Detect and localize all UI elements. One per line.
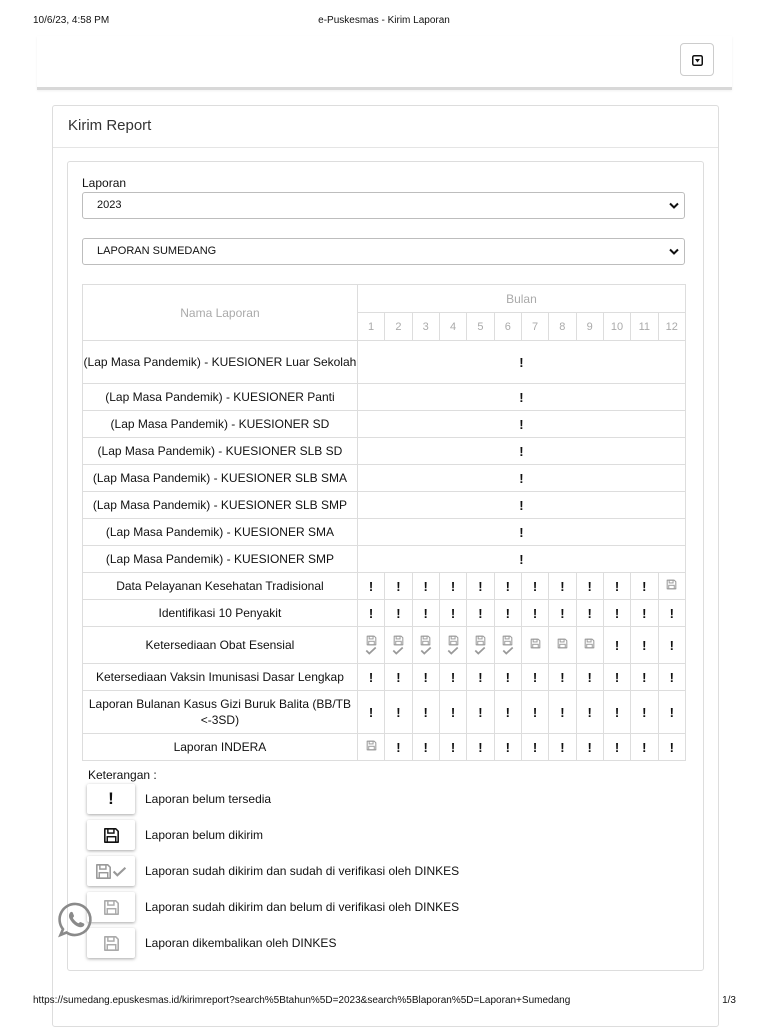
exclamation-icon: !: [532, 739, 538, 755]
exclamation-icon: !: [560, 704, 565, 720]
status-cell-month-9[interactable]: [576, 627, 603, 664]
exclamation-icon: !: [519, 416, 524, 432]
caret-down-square-icon: [692, 55, 703, 66]
table-row: [83, 573, 686, 600]
table-row: [83, 492, 686, 519]
status-cell-month-8[interactable]: [549, 600, 576, 627]
status-cell-month-3[interactable]: [412, 734, 439, 761]
status-cell-month-9[interactable]: [576, 573, 603, 600]
status-cell-month-8[interactable]: [549, 627, 576, 664]
floppy-disk-gray-icon: [366, 740, 377, 754]
report-status-table: [82, 284, 686, 761]
exclamation-icon: !: [669, 669, 674, 685]
status-cell-month-3[interactable]: [412, 664, 439, 691]
month-header-1: 1: [357, 313, 384, 341]
whatsapp-chat-button[interactable]: [57, 901, 95, 939]
exclamation-icon: !: [560, 578, 565, 594]
year-select-value: 2023: [97, 199, 122, 211]
status-cell-month-8[interactable]: [549, 691, 576, 734]
status-cell-month-10[interactable]: [603, 627, 630, 664]
status-cell-month-3[interactable]: [412, 627, 439, 664]
status-cell-all-months[interactable]: [357, 438, 685, 465]
exclamation-icon: !: [396, 578, 401, 594]
exclamation-icon: !: [642, 669, 647, 685]
legend-icon-box: [87, 784, 135, 814]
report-type-select-value: LAPORAN SUMEDANG: [97, 245, 217, 257]
table-row: [83, 691, 686, 734]
table-row: [83, 664, 686, 691]
exclamation-icon: !: [450, 704, 456, 720]
status-cell-month-4[interactable]: [439, 691, 466, 734]
exclamation-icon: !: [519, 524, 524, 540]
exclamation-icon: !: [669, 637, 674, 653]
exclamation-icon: !: [642, 739, 647, 755]
month-header-3: 3: [412, 313, 439, 341]
status-cell-month-9[interactable]: [576, 600, 603, 627]
top-navbar: [37, 36, 732, 90]
table-row: [83, 411, 686, 438]
table-row: [83, 546, 686, 573]
exclamation-icon: !: [614, 669, 620, 685]
exclamation-icon: !: [532, 669, 538, 685]
status-cell-month-12[interactable]: [658, 600, 686, 627]
status-cell-month-5[interactable]: [467, 734, 494, 761]
status-cell-month-10[interactable]: [603, 664, 630, 691]
status-cell-month-6[interactable]: [494, 691, 521, 734]
exclamation-icon: !: [642, 605, 647, 621]
status-cell-month-4[interactable]: [439, 600, 466, 627]
navbar-toggle-button[interactable]: [680, 43, 714, 76]
report-name: (Lap Masa Pandemik) - KUESIONER SMP: [83, 546, 358, 573]
status-cell-month-8[interactable]: [549, 734, 576, 761]
exclamation-icon: !: [532, 605, 538, 621]
table-row: [83, 627, 686, 664]
exclamation-icon: !: [368, 605, 374, 621]
status-cell-month-5[interactable]: [467, 573, 494, 600]
status-cell-month-5[interactable]: [467, 600, 494, 627]
status-cell-month-6[interactable]: [494, 664, 521, 691]
exclamation-icon: !: [505, 704, 510, 720]
exclamation-icon: !: [423, 578, 428, 594]
exclamation-icon: !: [614, 605, 620, 621]
status-cell-month-3[interactable]: [412, 600, 439, 627]
month-header-4: 4: [439, 313, 466, 341]
exclamation-icon: !: [450, 578, 456, 594]
exclamation-icon: !: [587, 605, 592, 621]
exclamation-icon: !: [478, 605, 483, 621]
report-name: Laporan INDERA: [83, 734, 358, 761]
laporan-label: Laporan: [82, 176, 127, 190]
print-url: https://sumedang.epuskesmas.id/kirimreport?search%5Btahun%5D=2023&search%5Blaporan%5D=Laporan+Sumedang: [33, 995, 571, 1006]
status-cell-all-months[interactable]: [357, 519, 685, 546]
exclamation-icon: !: [108, 789, 114, 808]
year-select[interactable]: [82, 192, 685, 219]
legend-text: Laporan dikembalikan oleh DINKES: [145, 936, 337, 950]
status-cell-month-12[interactable]: [658, 691, 686, 734]
status-cell-month-11[interactable]: [631, 691, 658, 734]
status-cell-all-months[interactable]: [357, 384, 685, 411]
status-cell-month-4[interactable]: [439, 734, 466, 761]
status-cell-month-6[interactable]: [494, 573, 521, 600]
card-divider: [53, 147, 718, 148]
card-title: Kirim Report: [68, 117, 152, 134]
status-cell-month-2[interactable]: [385, 600, 412, 627]
column-header-name: Nama Laporan: [83, 285, 358, 341]
report-name: (Lap Masa Pandemik) - KUESIONER SLB SMA: [83, 465, 358, 492]
floppy-check-icon: [385, 635, 411, 655]
floppy-check-icon: [358, 635, 384, 655]
table-row: [83, 465, 686, 492]
status-cell-month-4[interactable]: [439, 573, 466, 600]
status-cell-month-12[interactable]: [658, 627, 686, 664]
print-page-number: 1/3: [722, 995, 736, 1006]
status-cell-all-months[interactable]: [357, 492, 685, 519]
legend-text: Laporan belum tersedia: [145, 792, 272, 806]
status-cell-month-5[interactable]: [467, 691, 494, 734]
status-cell-month-6[interactable]: [494, 734, 521, 761]
exclamation-icon: !: [560, 669, 565, 685]
chevron-down-icon: [669, 201, 679, 210]
exclamation-icon: !: [478, 578, 483, 594]
status-cell-month-7[interactable]: [521, 600, 548, 627]
print-header: [0, 15, 768, 29]
status-cell-month-7[interactable]: [521, 627, 548, 664]
exclamation-icon: !: [450, 669, 456, 685]
month-header-10: 10: [603, 313, 630, 341]
status-cell-month-2[interactable]: [385, 627, 412, 664]
exclamation-icon: !: [519, 389, 524, 405]
report-name: Ketersediaan Obat Esensial: [83, 627, 358, 664]
exclamation-icon: !: [423, 605, 428, 621]
status-cell-month-2[interactable]: [385, 691, 412, 734]
month-header-9: 9: [576, 313, 603, 341]
status-cell-month-1[interactable]: [357, 627, 384, 664]
report-name: Identifikasi 10 Penyakit: [83, 600, 358, 627]
table-row: [83, 341, 686, 384]
report-name: Data Pelayanan Kesehatan Tradisional: [83, 573, 358, 600]
table-row: [83, 384, 686, 411]
status-cell-month-7[interactable]: [521, 573, 548, 600]
floppy-disk-gray-icon: [666, 579, 677, 593]
month-header-12: 12: [658, 313, 686, 341]
month-header-2: 2: [385, 313, 412, 341]
exclamation-icon: !: [396, 704, 401, 720]
status-cell-month-6[interactable]: [494, 600, 521, 627]
table-row: [83, 600, 686, 627]
report-name: (Lap Masa Pandemik) - KUESIONER Panti: [83, 384, 358, 411]
exclamation-icon: !: [423, 739, 428, 755]
exclamation-icon: !: [560, 605, 565, 621]
status-cell-month-7[interactable]: [521, 691, 548, 734]
status-cell-month-6[interactable]: [494, 627, 521, 664]
exclamation-icon: !: [396, 605, 401, 621]
month-header-11: 11: [631, 313, 658, 341]
status-cell-all-months[interactable]: [357, 341, 685, 384]
exclamation-icon: !: [614, 704, 620, 720]
exclamation-icon: !: [505, 669, 510, 685]
month-header-6: 6: [494, 313, 521, 341]
report-name: (Lap Masa Pandemik) - KUESIONER SMA: [83, 519, 358, 546]
status-cell-all-months[interactable]: [357, 411, 685, 438]
exclamation-icon: !: [642, 578, 647, 594]
exclamation-icon: !: [519, 551, 524, 567]
print-datetime: 10/6/23, 4:58 PM: [33, 15, 110, 26]
exclamation-icon: !: [587, 669, 592, 685]
floppy-disk-icon: [87, 820, 135, 850]
status-cell-month-9[interactable]: [576, 734, 603, 761]
exclamation-icon: !: [532, 578, 538, 594]
exclamation-icon: !: [368, 578, 374, 594]
exclamation-icon: !: [396, 739, 401, 755]
legend-icon-box: [87, 820, 135, 850]
status-cell-month-4[interactable]: [439, 664, 466, 691]
status-cell-month-12[interactable]: [658, 734, 686, 761]
legend-text: Laporan sudah dikirim dan sudah di verifikasi oleh DINKES: [145, 864, 460, 878]
floppy-disk-gray-icon: [530, 638, 541, 652]
status-cell-month-10[interactable]: [603, 734, 630, 761]
status-cell-month-5[interactable]: [467, 627, 494, 664]
report-name: (Lap Masa Pandemik) - KUESIONER SLB SD: [83, 438, 358, 465]
floppy-disk-gray-icon: [584, 638, 595, 652]
status-cell-month-2[interactable]: [385, 573, 412, 600]
status-cell-month-7[interactable]: [521, 664, 548, 691]
status-cell-month-9[interactable]: [576, 691, 603, 734]
status-cell-month-4[interactable]: [439, 627, 466, 664]
floppy-disk-gray-icon: [557, 638, 568, 652]
exclamation-icon: !: [642, 637, 647, 653]
exclamation-icon: !: [519, 443, 524, 459]
floppy-check-icon: [87, 856, 135, 886]
exclamation-icon: !: [669, 605, 674, 621]
floppy-check-icon: [467, 635, 493, 655]
chevron-down-icon: [669, 247, 679, 256]
status-cell-month-1[interactable]: [357, 600, 384, 627]
status-cell-month-2[interactable]: [385, 734, 412, 761]
exclamation-icon: !: [669, 739, 674, 755]
floppy-check-icon: [413, 635, 439, 655]
status-cell-month-11[interactable]: [631, 573, 658, 600]
exclamation-icon: !: [532, 704, 538, 720]
report-name: Laporan Bulanan Kasus Gizi Buruk Balita (BB/TB <-3SD): [83, 691, 358, 734]
status-cell-month-10[interactable]: [603, 573, 630, 600]
status-cell-month-1[interactable]: [357, 734, 384, 761]
floppy-check-icon: [495, 635, 521, 655]
status-cell-month-8[interactable]: [549, 573, 576, 600]
floppy-check-icon: [440, 635, 466, 655]
exclamation-icon: !: [614, 637, 620, 653]
status-cell-month-12[interactable]: [658, 664, 686, 691]
print-page-title: e-Puskesmas - Kirim Laporan: [318, 15, 450, 26]
exclamation-icon: !: [587, 704, 592, 720]
status-cell-month-1[interactable]: [357, 573, 384, 600]
exclamation-icon: !: [519, 470, 524, 486]
exclamation-icon: !: [519, 497, 524, 513]
legend-text: Laporan belum dikirim: [145, 828, 264, 842]
month-header-5: 5: [467, 313, 494, 341]
whatsapp-icon: [57, 901, 95, 939]
status-cell-month-11[interactable]: [631, 664, 658, 691]
status-cell-month-11[interactable]: [631, 627, 658, 664]
status-cell-all-months[interactable]: [357, 546, 685, 573]
exclamation-icon: !: [587, 578, 592, 594]
exclamation-icon: !: [614, 739, 620, 755]
exclamation-icon: !: [505, 578, 510, 594]
status-cell-month-1[interactable]: [357, 691, 384, 734]
exclamation-icon: !: [396, 669, 401, 685]
exclamation-icon: !: [368, 704, 374, 720]
month-header-8: 8: [549, 313, 576, 341]
exclamation-icon: !: [478, 739, 483, 755]
report-name: (Lap Masa Pandemik) - KUESIONER SD: [83, 411, 358, 438]
exclamation-icon: !: [478, 669, 483, 685]
legend-icon-box: [87, 856, 135, 886]
legend-text: Laporan sudah dikirim dan belum di verifikasi oleh DINKES: [145, 900, 460, 914]
report-name: (Lap Masa Pandemik) - KUESIONER SLB SMP: [83, 492, 358, 519]
exclamation-icon: !: [642, 704, 647, 720]
status-cell-month-12[interactable]: [658, 573, 686, 600]
column-header-month: Bulan: [357, 285, 685, 313]
table-row: [83, 734, 686, 761]
exclamation-icon: !: [368, 669, 374, 685]
legend-title: Keterangan :: [88, 768, 157, 782]
exclamation-icon: !: [519, 354, 524, 370]
status-cell-month-9[interactable]: [576, 664, 603, 691]
report-type-select[interactable]: [82, 238, 685, 265]
table-row: [83, 519, 686, 546]
status-cell-month-11[interactable]: [631, 734, 658, 761]
exclamation-icon: !: [478, 704, 483, 720]
status-cell-month-3[interactable]: [412, 573, 439, 600]
status-cell-month-5[interactable]: [467, 664, 494, 691]
status-cell-month-8[interactable]: [549, 664, 576, 691]
status-cell-month-2[interactable]: [385, 664, 412, 691]
exclamation-icon: !: [614, 578, 620, 594]
status-cell-month-3[interactable]: [412, 691, 439, 734]
exclamation-icon: !: [423, 669, 428, 685]
exclamation-icon: !: [450, 605, 456, 621]
status-cell-month-10[interactable]: [603, 691, 630, 734]
report-name: Ketersediaan Vaksin Imunisasi Dasar Lengkap: [83, 664, 358, 691]
exclamation-icon: !: [505, 605, 510, 621]
exclamation-icon: !: [450, 739, 456, 755]
exclamation-icon: !: [505, 739, 510, 755]
status-cell-month-11[interactable]: [631, 600, 658, 627]
status-cell-month-10[interactable]: [603, 600, 630, 627]
status-cell-month-7[interactable]: [521, 734, 548, 761]
exclamation-icon: !: [560, 739, 565, 755]
month-header-7: 7: [521, 313, 548, 341]
exclamation-icon: !: [669, 704, 674, 720]
status-cell-all-months[interactable]: [357, 465, 685, 492]
exclamation-icon: !: [587, 739, 592, 755]
table-row: [83, 438, 686, 465]
exclamation-icon: !: [423, 704, 428, 720]
status-cell-month-1[interactable]: [357, 664, 384, 691]
report-name: (Lap Masa Pandemik) - KUESIONER Luar Sekolah: [83, 341, 358, 384]
